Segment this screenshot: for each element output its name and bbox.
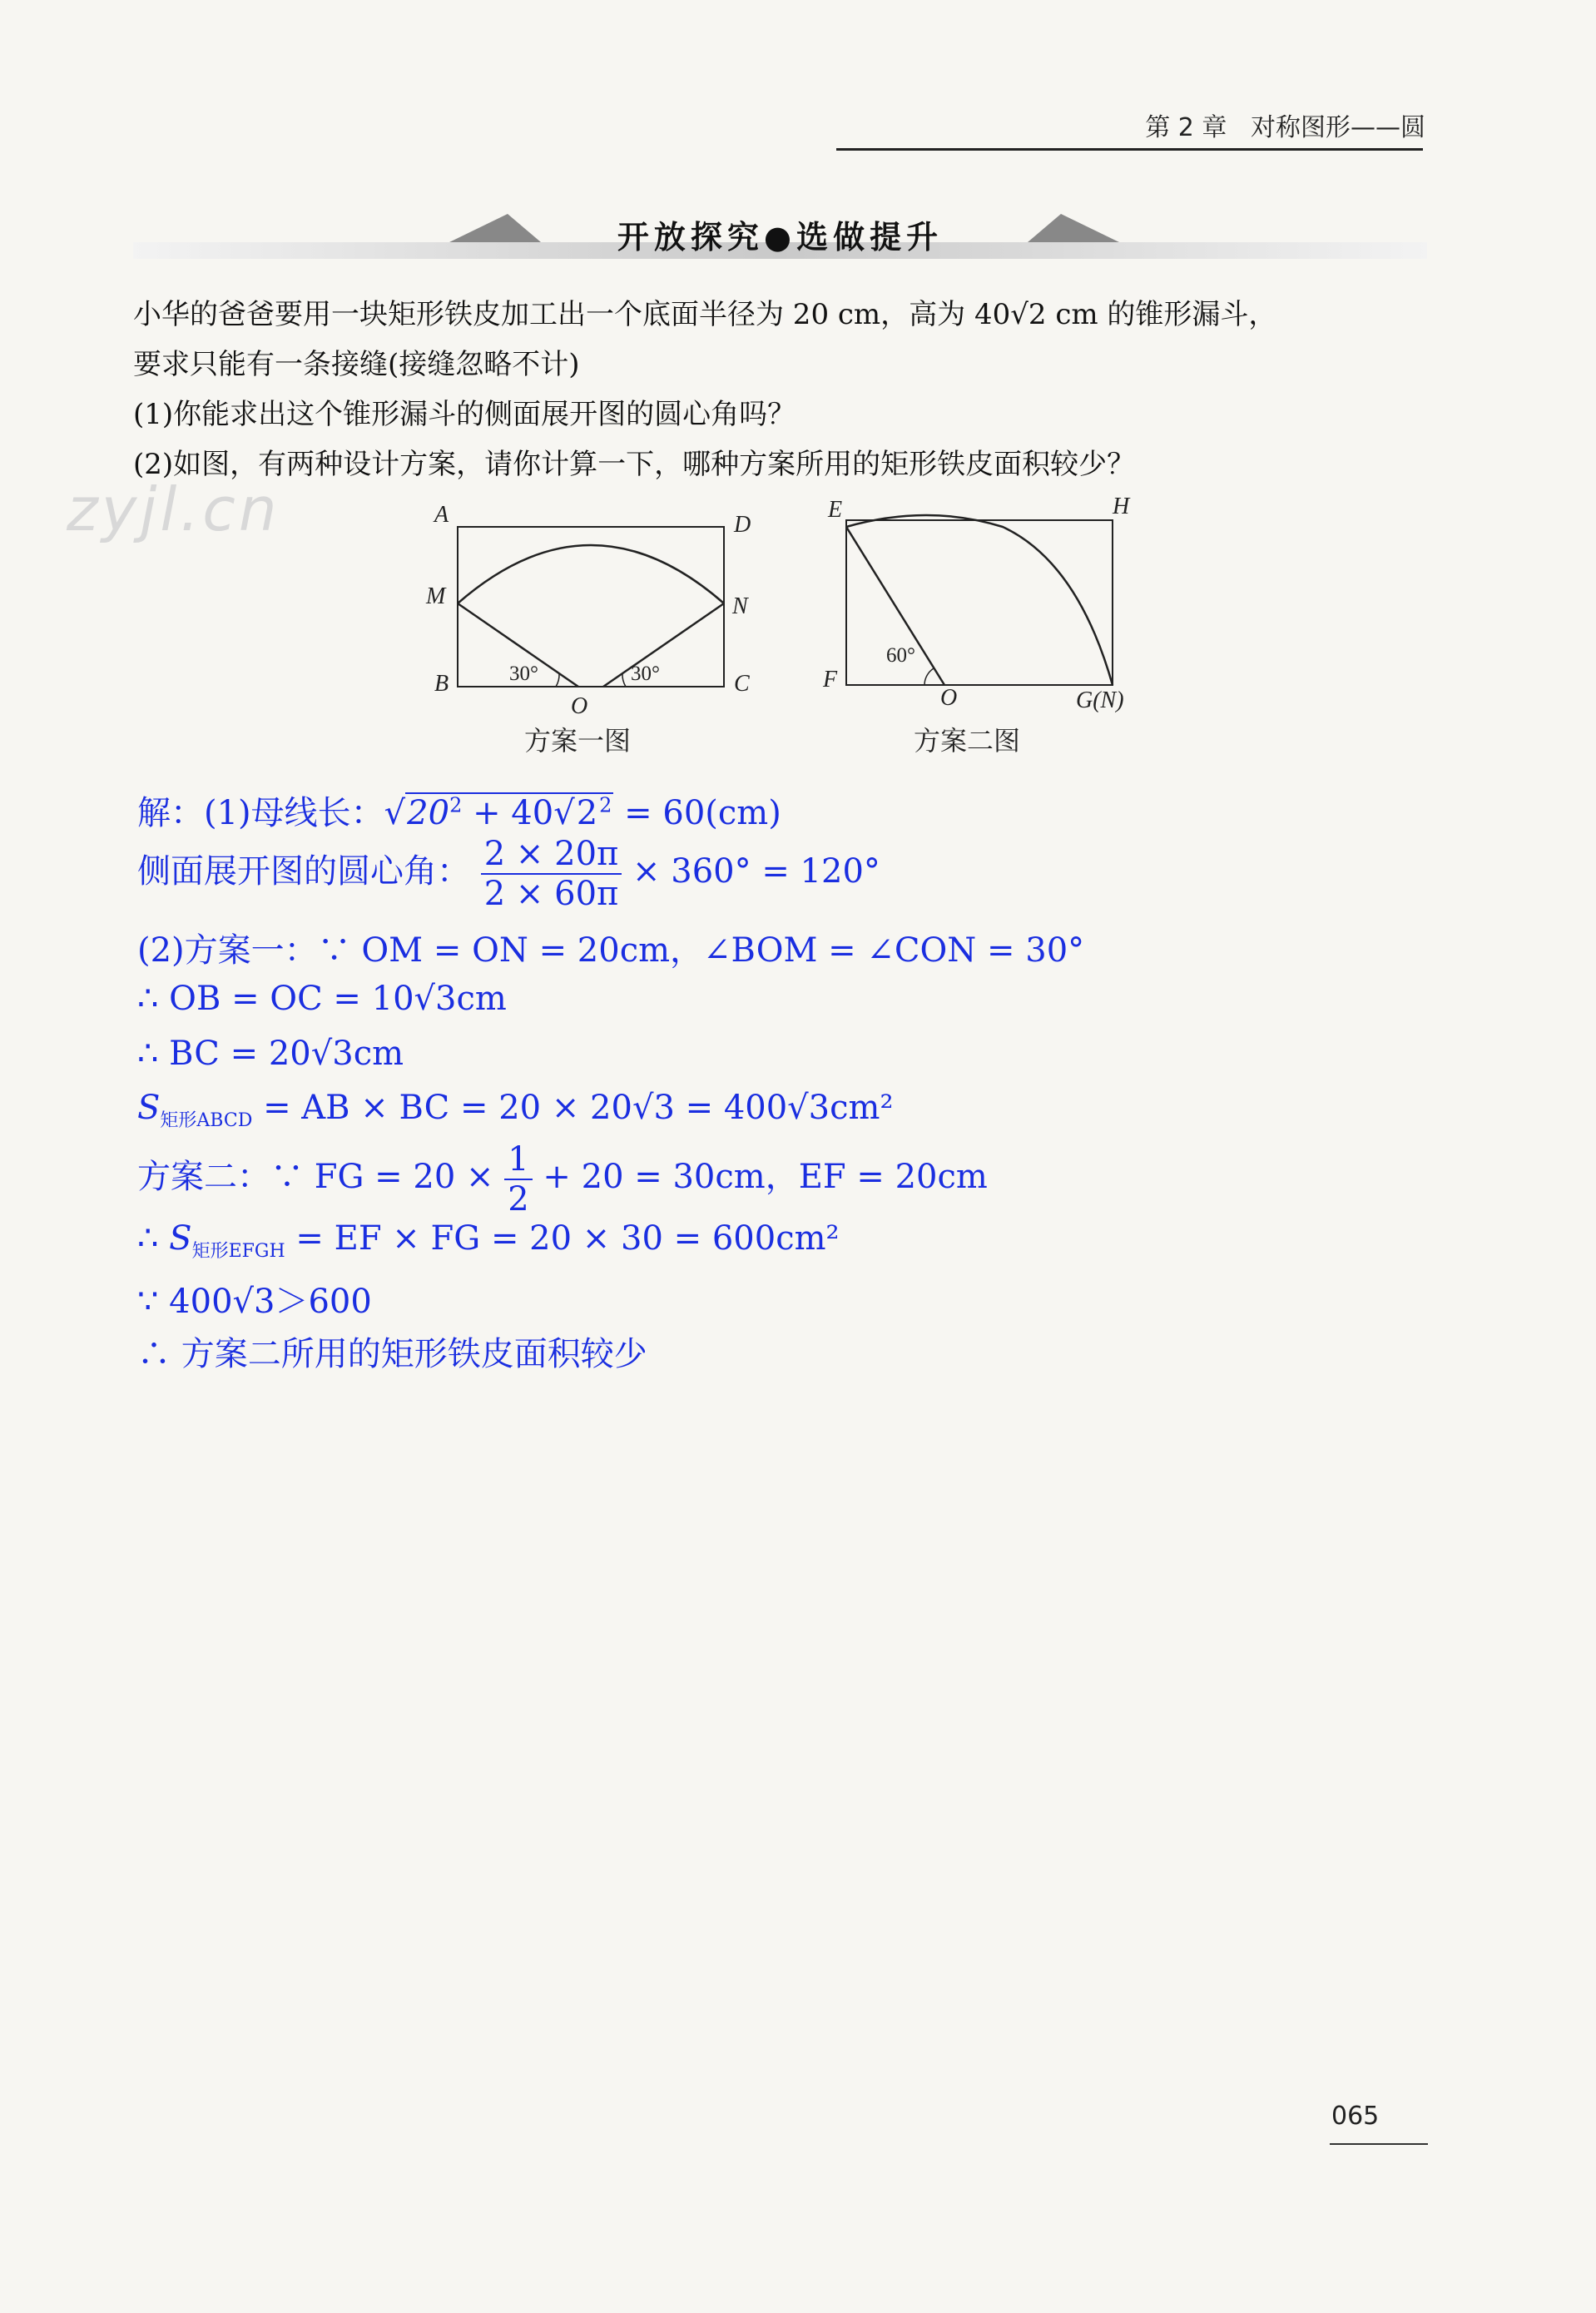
angle-label-60: 60° — [886, 644, 915, 667]
angle-label-left: 30° — [509, 663, 538, 685]
segment-NO — [603, 603, 724, 687]
arc-MN — [458, 545, 724, 603]
answer-2-fraction — [481, 835, 622, 913]
answer-7-numerator: 1 — [504, 1140, 532, 1180]
answer-7-tail: + 20 = 30cm，EF = 20cm — [543, 1158, 988, 1196]
answer-1-tail: = 60(cm) — [624, 794, 781, 832]
figure-scheme-2 — [811, 487, 1144, 716]
answer-line-3: (2)方案一：∵ OM = ON = 20cm，∠BOM = ∠CON = 30° — [137, 931, 1085, 970]
label-O2: O — [940, 685, 958, 711]
answer-8-subscript: 矩形EFGH — [191, 1241, 285, 1262]
angle-mark-right — [622, 673, 626, 687]
header-rule — [836, 148, 1423, 151]
answer-2-denominator: 2 × 60π — [483, 875, 619, 913]
answer-line-6: $S_{矩形ABCD}$ = AB × BC = 20 × 20√3 = 400√3cm² — [137, 1089, 894, 1131]
angle-mark-left — [556, 673, 559, 687]
banner-title: 开放探究●选做提升 — [617, 219, 944, 256]
answer-1-prefix: 解：(1)母线长： — [137, 794, 384, 832]
answer-line-9: ∵ 400√3＞600 — [137, 1283, 372, 1321]
figure-scheme-1 — [416, 495, 774, 720]
problem-line-1: 小华的爸爸要用一块矩形铁皮加工出一个底面半径为 20 cm，高为 40√2 cm 的锥形漏斗， — [133, 298, 1277, 331]
answer-6-tail: = AB × BC = 20 × 20√3 = 400√3cm² — [263, 1089, 894, 1127]
chapter-header — [1145, 107, 1425, 143]
answer-line-4: ∴ OB = OC = 10√3cm — [137, 980, 507, 1018]
answer-2-prefix: 侧面展开图的圆心角： — [137, 852, 470, 891]
label-F: F — [823, 667, 838, 692]
problem-line-2: 要求只能有一条接缝(接缝忽略不计) — [133, 348, 580, 381]
section-banner — [133, 212, 1427, 262]
page-number: 065 — [1331, 2102, 1380, 2131]
question-1: (1)你能求出这个锥形漏斗的侧面展开图的圆心角吗？ — [133, 398, 796, 431]
angle-label-right: 30° — [631, 663, 660, 685]
answer-1-radical: $√20^2 + 40√2^2$ — [384, 793, 612, 832]
angle-mark-60 — [924, 668, 934, 685]
chapter-number: 第 2 章 — [1145, 113, 1227, 142]
answer-line-2 — [137, 835, 880, 913]
answer-line-1 — [137, 787, 781, 834]
label-M: M — [426, 583, 446, 609]
label-B: B — [434, 671, 449, 697]
answer-2-numerator: 2 × 20π — [481, 835, 622, 875]
figure-1-caption: 方案一图 — [524, 725, 632, 757]
figure-2-caption: 方案二图 — [914, 725, 1021, 757]
label-H: H — [1113, 494, 1130, 519]
chapter-title: 对称图形——圆 — [1251, 113, 1425, 142]
label-N: N — [732, 593, 748, 619]
answer-7-denominator: 2 — [508, 1180, 529, 1219]
label-A: A — [434, 502, 449, 528]
answer-8-tail: = EF × FG = 20 × 30 = 600cm² — [295, 1219, 840, 1258]
label-G: G(N) — [1076, 687, 1124, 713]
label-O: O — [571, 693, 588, 719]
answer-7-prefix: 方案二：∵ FG = 20 × — [137, 1158, 494, 1196]
watermark: zyjl.cn — [67, 474, 280, 544]
answer-line-8: ∴ $S_{矩形EFGH}$ = EF × FG = 20 × 30 = 600cm² — [137, 1219, 840, 1262]
answer-line-10: ∴ 方案二所用的矩形铁皮面积较少 — [137, 1335, 647, 1373]
label-C: C — [734, 671, 750, 697]
answer-line-7 — [137, 1140, 988, 1219]
label-D: D — [734, 512, 751, 538]
answer-6-subscript: 矩形ABCD — [160, 1110, 253, 1131]
label-E: E — [828, 497, 843, 523]
answer-line-5: ∴ BC = 20√3cm — [137, 1035, 404, 1073]
answer-7-fraction — [504, 1140, 532, 1219]
answer-2-tail: × 360° = 120° — [632, 852, 880, 891]
rect-ABCD — [458, 527, 724, 687]
question-2: (2)如图，有两种设计方案，请你计算一下，哪种方案所用的矩形铁皮面积较少？ — [133, 448, 1136, 481]
page-number-rule — [1330, 2143, 1428, 2145]
